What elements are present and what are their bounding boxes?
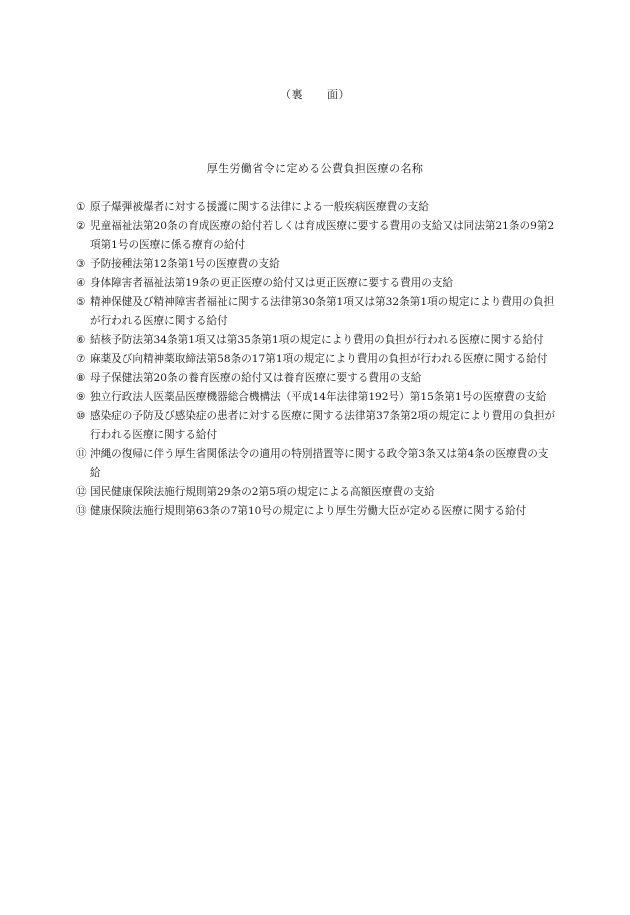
- side-label-close: 面）: [327, 88, 350, 101]
- list-item-number: ⑫: [76, 486, 87, 498]
- list-item-text: 沖縄の復帰に伴う厚生省関係法令の適用の特別措置等に関する政令第3条又は第4条の医療費の支給: [90, 448, 549, 479]
- list-item-number: ⑤: [76, 296, 86, 308]
- list-item: [76, 502, 556, 521]
- list-item-number: ①: [76, 201, 86, 213]
- list-item-number: ⑥: [76, 334, 86, 346]
- list-item: [76, 255, 556, 274]
- page-side-label: [0, 86, 630, 102]
- list-item-number: ⑨: [76, 391, 86, 403]
- list-item-number: ④: [76, 277, 86, 289]
- list-item-text: 感染症の予防及び感染症の患者に対する医療に関する法律第37条第2項の規定により費用の負担が行われる医療に関する給付: [90, 410, 556, 441]
- list-item-number: ⑧: [76, 372, 86, 384]
- list-item-number: ②: [76, 220, 86, 232]
- public-medical-expense-list: [76, 198, 556, 521]
- list-item: [76, 369, 556, 388]
- list-item-text: 精神保健及び精神障害者福祉に関する法律第30条第1項又は第32条第1項の規定により費用の負担が行われる医療に関する給付: [90, 296, 555, 327]
- list-item-text: 身体障害者福祉法第19条の更正医療の給付又は更正医療に要する費用の支給: [90, 277, 454, 289]
- list-item-text: 母子保健法第20条の養育医療の給付又は養育医療に要する費用の支給: [90, 372, 422, 384]
- list-item-number: ⑦: [76, 353, 86, 365]
- list-item-text: 原子爆弾被爆者に対する援護に関する法律による一般疾病医療費の支給: [90, 201, 429, 213]
- list-item-number: ③: [76, 258, 86, 270]
- list-item: [76, 274, 556, 293]
- list-item-text: 独立行政法人医薬品医療機器総合機構法（平成14年法律第192号）第15条第1号の医療費の支給: [90, 391, 547, 403]
- list-item: [76, 331, 556, 350]
- list-item-text: 麻薬及び向精神薬取締法第58条の17第1項の規定により費用の負担が行われる医療に関する給付: [90, 353, 548, 365]
- list-item-text: 児童福祉法第20条の育成医療の給付若しくは育成医療に要する費用の支給又は同法第21条の9第2項第1号の医療に係る療育の給付: [90, 220, 555, 251]
- side-label-open: （裏: [280, 88, 303, 101]
- list-item: [76, 483, 556, 502]
- list-item-text: 国民健康保険法施行規則第29条の2第5項の規定による高額医療費の支給: [90, 486, 435, 498]
- list-item: [76, 217, 556, 255]
- list-item: [76, 198, 556, 217]
- list-item: [76, 388, 556, 407]
- list-item: [76, 407, 556, 445]
- list-item-number: ⑩: [76, 410, 86, 422]
- list-item-number: ⑬: [76, 505, 87, 517]
- list-item-text: 予防接種法第12条第1号の医療費の支給: [90, 258, 280, 270]
- list-item: [76, 293, 556, 331]
- list-item-number: ⑪: [76, 448, 87, 460]
- list-item: [76, 350, 556, 369]
- document-title: 厚生労働省令に定める公費負担医療の名称: [206, 162, 424, 175]
- list-item: [76, 445, 556, 483]
- list-item-text: 健康保険法施行規則第63条の7第10号の規定により厚生労働大臣が定める医療に関する給付: [90, 505, 527, 517]
- list-item-text: 結核予防法第34条第1項又は第35条第1項の規定により費用の負担が行われる医療に関する給付: [90, 334, 544, 346]
